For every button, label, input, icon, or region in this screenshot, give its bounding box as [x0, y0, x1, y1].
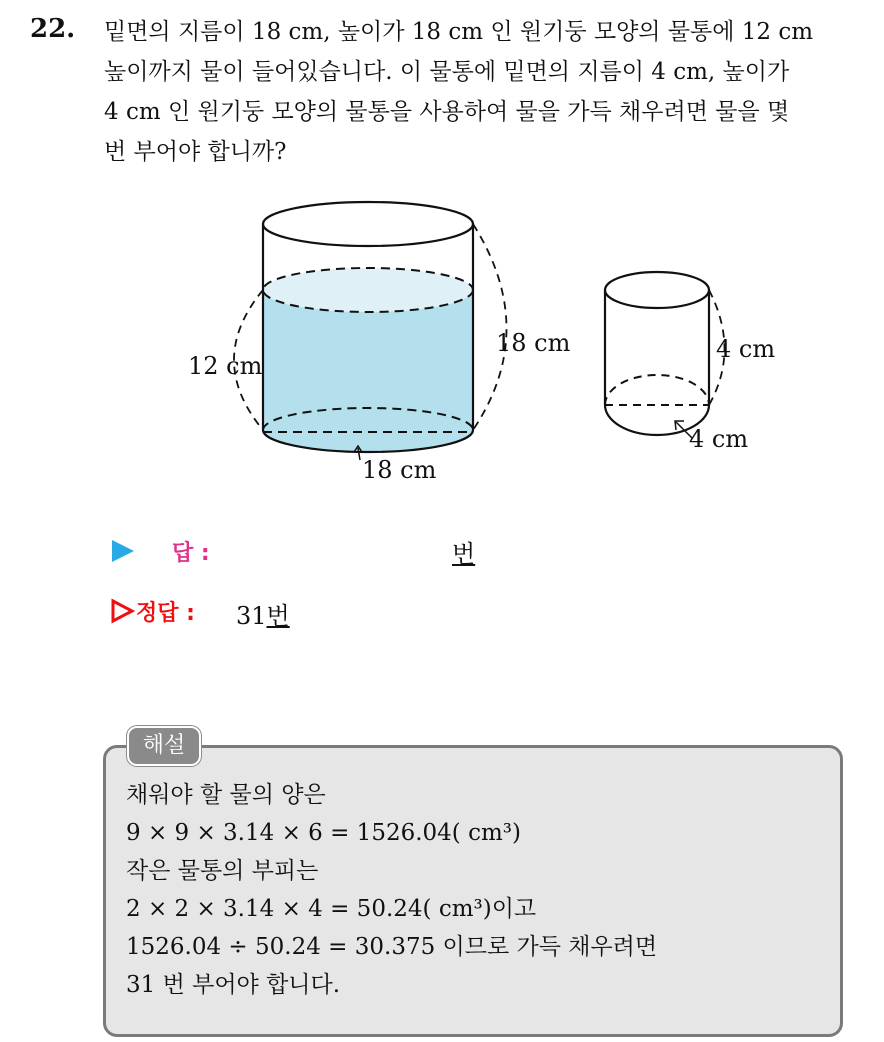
solution-line: 2 × 2 × 3.14 × 4 = 50.24( cm³)이고 [126, 896, 537, 922]
solution-line: 9 × 9 × 3.14 × 6 = 1526.04( cm³) [126, 820, 521, 846]
solution-line: 1526.04 ÷ 50.24 = 30.375 이므로 가득 채우려면 [126, 934, 658, 960]
question-line: 번 부어야 합니까? [104, 139, 287, 165]
solution-text [126, 776, 657, 1004]
label-small-diameter: 4 cm [689, 425, 749, 453]
key-label: 정답 : [136, 601, 195, 626]
large-cylinder-top [263, 202, 473, 246]
label-large-diameter: 18 cm [362, 456, 437, 484]
water-body [263, 290, 473, 452]
answer-unit: 번 [452, 540, 476, 568]
solution-line: 31 번 부어야 합니다. [126, 972, 341, 998]
question-line: 4 cm 인 원기둥 모양의 물통을 사용하여 물을 가득 채우려면 물을 몇 [104, 99, 790, 125]
label-large-height: 18 cm [496, 329, 571, 357]
water-surface [263, 268, 473, 312]
question-number: 22. [30, 14, 76, 44]
question-line: 밑면의 지름이 18 cm, 높이가 18 cm 인 원기둥 모양의 물통에 12 cm [104, 19, 814, 45]
solution-line: 채워야 할 물의 양은 [126, 782, 326, 808]
small-cylinder-bottom-back [605, 375, 709, 405]
question-line: 높이까지 물이 들어있습니다. 이 물통에 밑면의 지름이 4 cm, 높이가 [104, 59, 790, 85]
play-icon [110, 538, 136, 564]
play-outline-icon [110, 598, 136, 624]
key-value [236, 596, 290, 631]
answer-row [110, 534, 530, 574]
key-unit: 번 [266, 602, 290, 630]
key-number: 31 [236, 602, 267, 630]
small-cylinder-top [605, 272, 709, 308]
height-arc-18 [473, 224, 507, 430]
solution-tag: 해설 [127, 726, 201, 766]
label-large-water-height: 12 cm [188, 352, 263, 380]
label-small-height: 4 cm [716, 335, 776, 363]
solution-line: 작은 물통의 부피는 [126, 858, 319, 884]
cylinder-figure [0, 0, 884, 520]
answer-label: 답 : [172, 541, 210, 566]
key-row [110, 594, 410, 634]
